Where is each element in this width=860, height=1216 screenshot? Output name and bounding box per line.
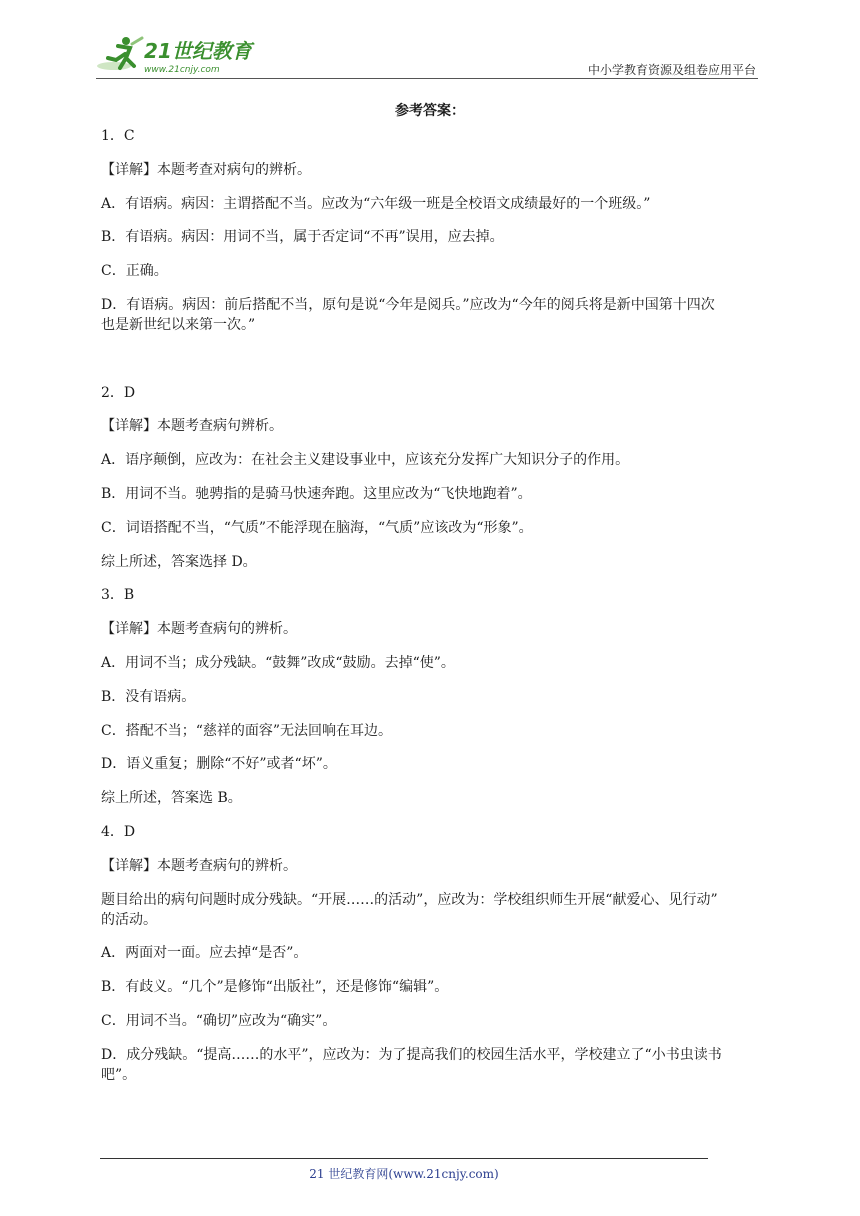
text-line: B．没有语病。 — [101, 688, 196, 705]
page-header — [96, 34, 758, 78]
text-line: 4．D — [101, 823, 136, 840]
text-line: 【详解】本题考查病句的辨析。 — [101, 857, 297, 874]
text-line: 【详解】本题考查病句的辨析。 — [101, 621, 297, 638]
text-line: C．用词不当。“确切”应改为“确实”。 — [101, 1012, 337, 1029]
text-line: 1．C — [101, 128, 135, 144]
text-line: B．用词不当。驰骋指的是骑马快速奔跑。这里应改为“飞快地跑着”。 — [101, 485, 532, 502]
text-line: C．搭配不当；“慈祥的面容”无法回响在耳边。 — [101, 722, 393, 739]
text-line: D．成分残缺。“提高……的水平”，应改为：为了提高我们的校园生活水平，学校建立了“小书虫读书 — [101, 1046, 722, 1063]
text-line: 吧”。 — [101, 1066, 137, 1083]
text-line: 的活动。 — [101, 911, 157, 928]
text-line: C．词语搭配不当，“气质”不能浮现在脑海，“气质”应该改为“形象”。 — [101, 519, 533, 536]
text-line: D．语义重复；删除“不好”或者“坏”。 — [101, 756, 337, 773]
text-line: A．用词不当；成分残缺。“鼓舞”改成“鼓励。去掉“使”。 — [101, 654, 455, 671]
text-line: 【详解】本题考查对病句的辨析。 — [101, 161, 311, 178]
text-line: A．语序颠倒，应改为：在社会主义建设事业中，应该充分发挥广大知识分子的作用。 — [101, 452, 630, 469]
text-line: A．两面对一面。应去掉“是否”。 — [101, 945, 308, 962]
text-line: C．正确。 — [101, 263, 168, 280]
footer-divider — [100, 1158, 708, 1159]
logo-url: www.21cnjy.com — [144, 65, 220, 75]
21cnjy-logo — [96, 34, 266, 78]
blank-line — [101, 349, 763, 369]
page-title: 参考答案： — [395, 103, 465, 119]
text-line: 2．D — [101, 384, 136, 401]
text-line: D．有语病。病因：前后搭配不当，原句是说“今年是阅兵。”应改为“今年的阅兵将是新中国第十四次 — [101, 296, 715, 313]
text-line: 【详解】本题考查病句辨析。 — [101, 418, 283, 435]
text-line: 综上所述，答案选 B。 — [101, 790, 242, 807]
text-line: 题目给出的病句问题时成分残缺。“开展……的活动”，应改为：学校组织师生开展“献爱心、见行动” — [101, 891, 718, 908]
footer-text[interactable]: 21 世纪教育网(www.21cnjy.com) — [309, 1167, 499, 1181]
text-line: 综上所述，答案选择 D。 — [101, 553, 257, 570]
text-line: B．有歧义。“几个”是修饰“出版社”，还是修饰“编辑”。 — [101, 979, 449, 996]
text-line: 3．B — [101, 587, 135, 604]
answer-content — [101, 126, 763, 1099]
header-divider — [96, 78, 758, 79]
text-line: A．有语病。病因：主谓搭配不当。应改为“六年级一班是全校语文成绩最好的一个班级。” — [101, 195, 651, 212]
platform-name: 中小学教育资源及组卷应用平台 — [587, 63, 756, 77]
text-line: B．有语病。病因：用词不当，属于否定词“不再”误用，应去掉。 — [101, 229, 504, 246]
text-line: 也是新世纪以来第一次。” — [101, 316, 256, 333]
logo-text: 21世纪教育 — [144, 39, 252, 63]
runner-icon — [97, 37, 142, 70]
